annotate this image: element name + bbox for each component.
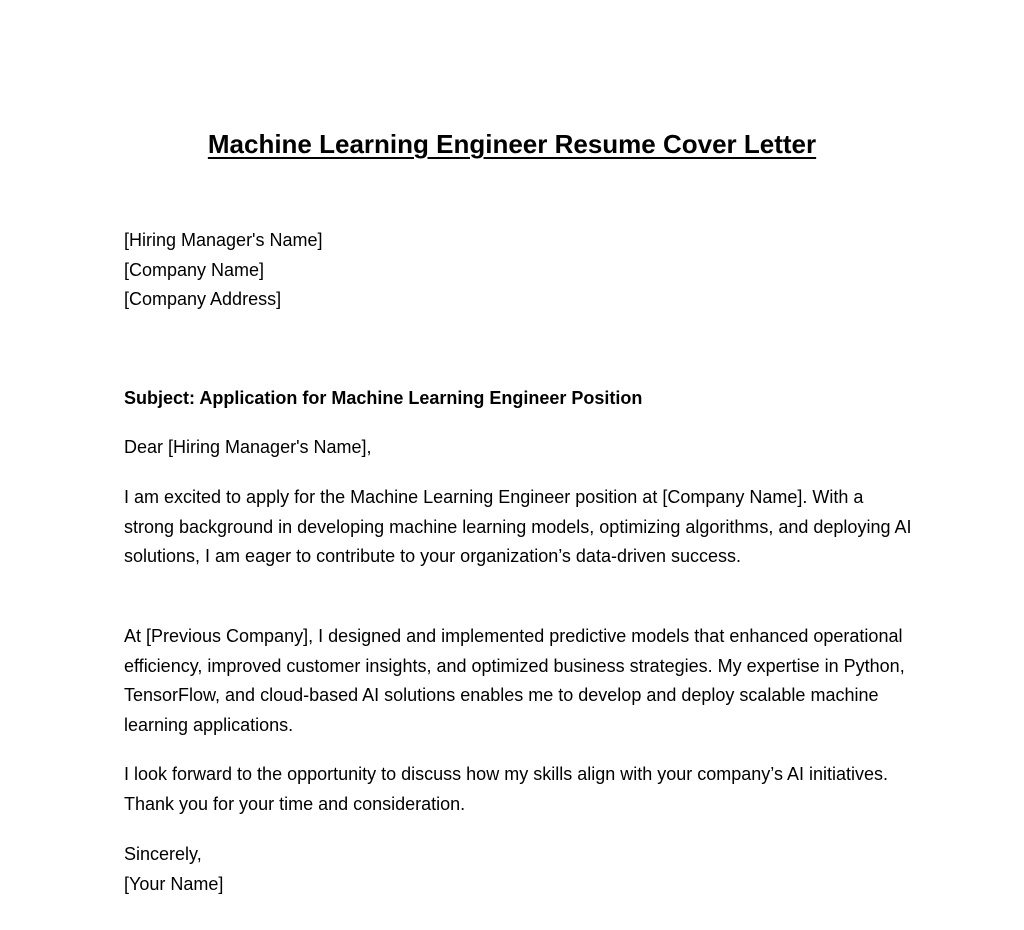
company-name: [Company Name] (124, 259, 265, 280)
sign-off: Sincerely, (124, 844, 202, 864)
document-title: Machine Learning Engineer Resume Cover Letter (207, 129, 817, 159)
recipient-block (124, 226, 904, 315)
hiring-manager-name: [Hiring Manager's Name] (124, 230, 323, 250)
salutation: Dear [Hiring Manager's Name], (124, 437, 372, 457)
body-paragraph-intro: I am excited to apply for the Machine Learning Engineer position at [Company Name]. With a strong background in developing machine learning models, optimizing algorithms, and deploying AI solutions, I am eager to contribute to your organization’s data-driven success. (124, 487, 912, 566)
company-address: [Company Address] (124, 289, 282, 309)
signer-name: [Your Name] (124, 873, 224, 894)
body-paragraph-closing: I look forward to the opportunity to discuss how my skills align with your company’s AI initiatives. Thank you for your time and consideration. (124, 764, 889, 814)
subject-line: Subject: Application for Machine Learning Engineer Position (124, 388, 643, 408)
signature-block (124, 840, 904, 899)
body-paragraph-experience: At [Previous Company], I designed and implemented predictive models that enhanced operational efficiency, improved customer insights, and optimized business strategies. My expertise in Python, TensorFlow, and cloud-based AI solutions enables me to develop and deploy scalable machine learning applications. (124, 626, 905, 735)
